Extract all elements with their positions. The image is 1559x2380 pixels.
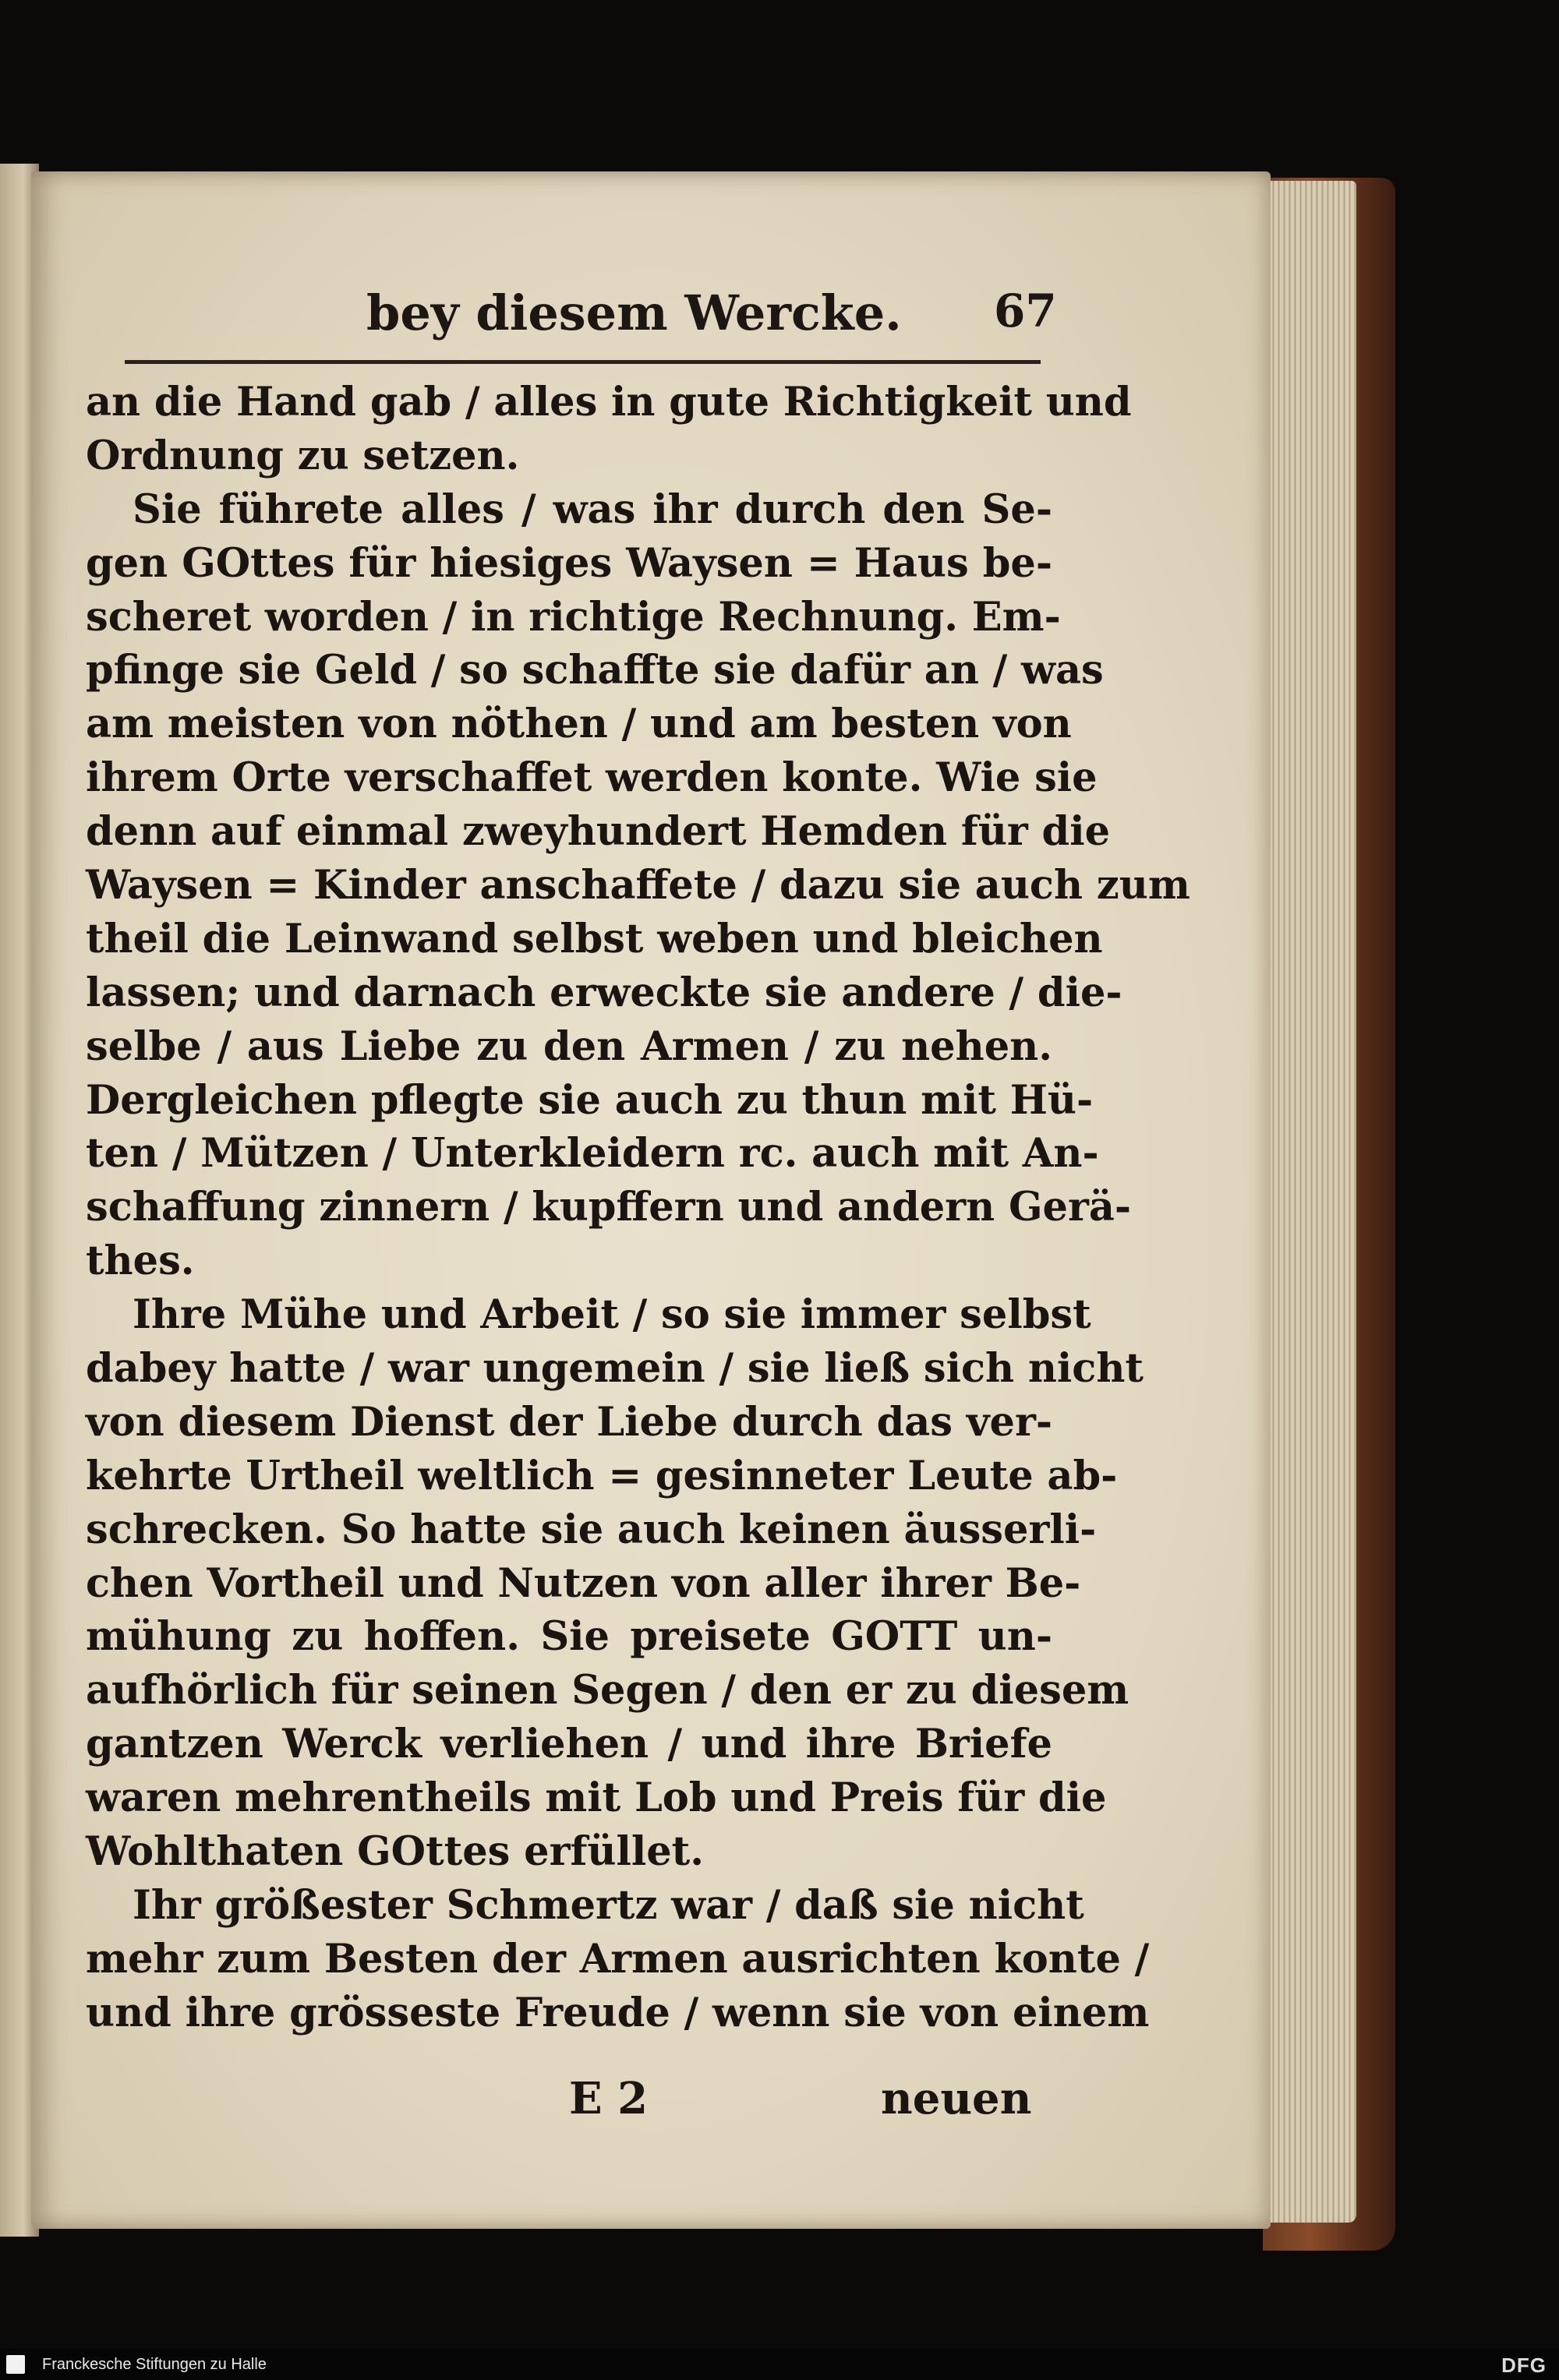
- text-line: Waysen = Kinder anschaffete / dazu sie auch zum: [86, 862, 1190, 909]
- page-number: 67: [994, 284, 1057, 337]
- catchword: neuen: [881, 2073, 1032, 2124]
- text-line: Sie führete alles / was ihr durch den Se-: [133, 486, 1052, 533]
- institution-logo-icon: [6, 2355, 25, 2374]
- text-line: selbe / aus Liebe zu den Armen / zu nehen.: [86, 1022, 1052, 1070]
- text-line: Ordnung zu setzen.: [86, 432, 520, 479]
- text-line: scheret worden / in richtige Rechnung. Em-: [86, 593, 1061, 641]
- text-line: thes.: [86, 1238, 195, 1285]
- text-line: ten / Mützen / Unterkleidern rc. auch mit An-: [86, 1130, 1099, 1178]
- text-line: gen GOttes für hiesiges Waysen = Haus be-: [86, 539, 1052, 587]
- text-line: an die Hand gab / alles in gute Richtigkeit und: [86, 379, 1132, 426]
- text-line: von diesem Dienst der Liebe durch das ver-: [86, 1398, 1052, 1446]
- viewer-footer: [0, 2349, 1559, 2380]
- text-line: gantzen Werck verliehen / und ihre Briefe: [86, 1721, 1052, 1768]
- text-line: mühung zu hoffen. Sie preisete GOTT un-: [86, 1613, 1052, 1661]
- text-line: dabey hatte / war ungemein / sie ließ sich nicht: [86, 1345, 1144, 1393]
- institution-name: Franckesche Stiftungen zu Halle: [42, 2356, 267, 2373]
- text-line: chen Vortheil und Nutzen von aller ihrer Be-: [86, 1559, 1081, 1607]
- signature-mark: E 2: [569, 2073, 649, 2124]
- text-line: kehrte Urtheil weltlich = gesinneter Leute ab-: [86, 1452, 1118, 1499]
- text-line: am meisten von nöthen / und am besten von: [86, 701, 1072, 748]
- text-line: aufhörlich für seinen Segen / den er zu diesem: [86, 1667, 1129, 1714]
- text-line: Wohlthaten GOttes erfüllet.: [86, 1828, 704, 1876]
- text-line: und ihre grösseste Freude / wenn sie von einem: [86, 1989, 1150, 2036]
- text-line: mehr zum Besten der Armen ausrichten konte /: [86, 1935, 1150, 1983]
- text-line: denn auf einmal zweyhundert Hemden für die: [86, 808, 1111, 856]
- text-line: ihrem Orte verschaffet werden konte. Wie sie: [86, 754, 1098, 802]
- dfg-logo: DFG: [1501, 2354, 1547, 2377]
- body-text: [86, 376, 1190, 2040]
- running-head: bey diesem Wercke.: [366, 284, 902, 341]
- head-rule: [125, 360, 1041, 364]
- text-line: schrecken. So hatte sie auch keinen äusserli-: [86, 1506, 1097, 1553]
- text-line: schaffung zinnern / kupffern und andern Gerä-: [86, 1184, 1132, 1231]
- text-line: Ihre Mühe und Arbeit / so sie immer selbst: [133, 1291, 1091, 1339]
- text-line: waren mehrentheils mit Lob und Preis für die: [86, 1774, 1107, 1822]
- text-line: pfinge sie Geld / so schaffte sie dafür an / was: [86, 647, 1104, 694]
- text-line: Ihr größester Schmertz war / daß sie nicht: [133, 1881, 1084, 1929]
- text-line: lassen; und darnach erweckte sie andere / die-: [86, 969, 1122, 1016]
- text-line: theil die Leinwand selbst weben und bleichen: [86, 915, 1103, 962]
- text-line: Dergleichen pflegte sie auch zu thun mit Hü-: [86, 1076, 1094, 1124]
